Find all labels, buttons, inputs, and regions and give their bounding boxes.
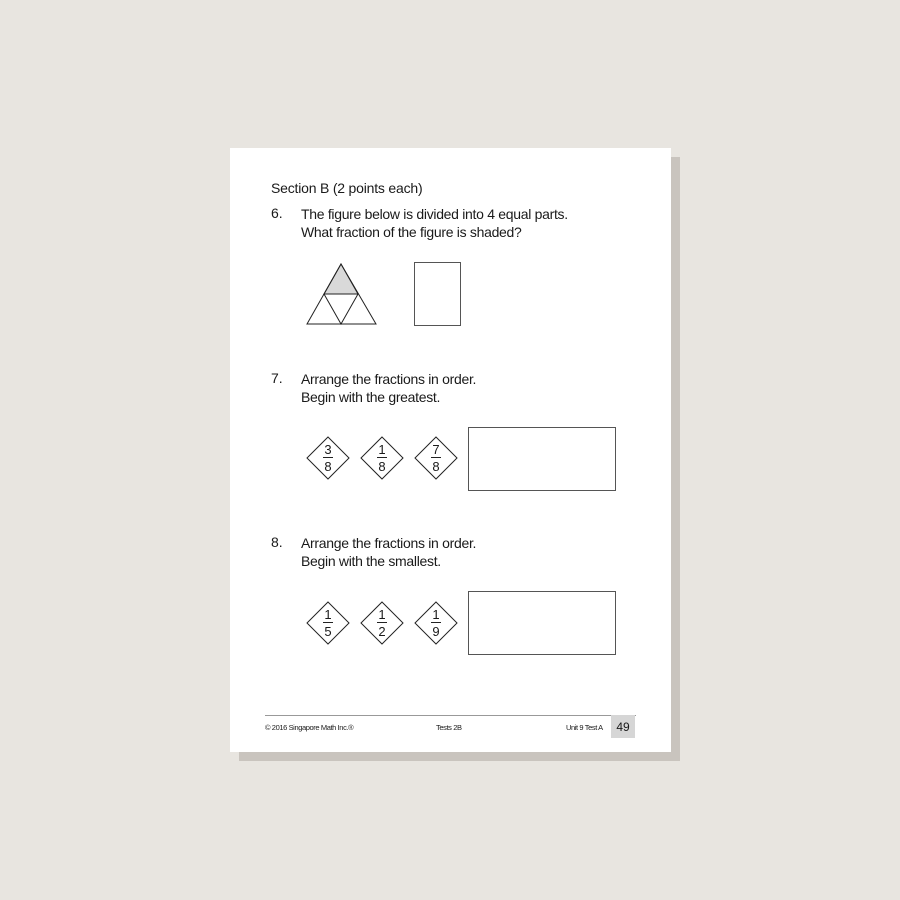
fraction-card[interactable] (360, 436, 404, 480)
fraction (306, 436, 350, 480)
question-6-number: 6. (271, 205, 283, 221)
numerator: 3 (324, 442, 332, 457)
question-8-line-2: Begin with the smallest. (301, 553, 441, 569)
numerator: 1 (378, 442, 386, 457)
section-title: Section B (2 points each) (271, 180, 423, 196)
question-7-text (301, 370, 476, 406)
fraction (414, 436, 458, 480)
numerator: 1 (432, 607, 440, 622)
fraction-card[interactable] (414, 436, 458, 480)
answer-box-q8[interactable] (468, 591, 616, 655)
question-8-line-1: Arrange the fractions in order. (301, 535, 477, 551)
fraction-card[interactable] (306, 436, 350, 480)
worksheet-page (230, 148, 671, 752)
shaded-part (324, 264, 358, 294)
denominator: 9 (432, 624, 440, 639)
numerator: 1 (324, 607, 332, 622)
question-8-text (301, 534, 476, 570)
numerator: 7 (432, 442, 440, 457)
question-7-number: 7. (271, 370, 283, 386)
footer-unit: Unit 9 Test A (566, 723, 603, 732)
question-6-line-1: The figure below is divided into 4 equal parts. (301, 206, 568, 222)
denominator: 5 (324, 624, 332, 639)
denominator: 8 (432, 459, 440, 474)
fraction (360, 601, 404, 645)
answer-box-q6[interactable] (414, 262, 461, 326)
footer-copyright: © 2016 Singapore Math Inc.® (265, 723, 354, 732)
triangle-figure (306, 263, 378, 325)
footer-rule (265, 715, 636, 716)
page-number: 49 (611, 715, 635, 738)
fraction (360, 436, 404, 480)
answer-box-q7[interactable] (468, 427, 616, 491)
question-7-line-2: Begin with the greatest. (301, 389, 441, 405)
question-7-line-1: Arrange the fractions in order. (301, 371, 477, 387)
question-6-text (301, 205, 568, 241)
footer-book-title: Tests 2B (436, 723, 462, 732)
numerator: 1 (378, 607, 386, 622)
fraction-card[interactable] (414, 601, 458, 645)
question-6-line-2: What fraction of the figure is shaded? (301, 224, 522, 240)
fraction-card[interactable] (360, 601, 404, 645)
denominator: 8 (324, 459, 332, 474)
inner-divisions (324, 294, 358, 324)
fraction (306, 601, 350, 645)
question-8-number: 8. (271, 534, 283, 550)
fraction-card[interactable] (306, 601, 350, 645)
denominator: 2 (378, 624, 386, 639)
fraction (414, 601, 458, 645)
denominator: 8 (378, 459, 386, 474)
